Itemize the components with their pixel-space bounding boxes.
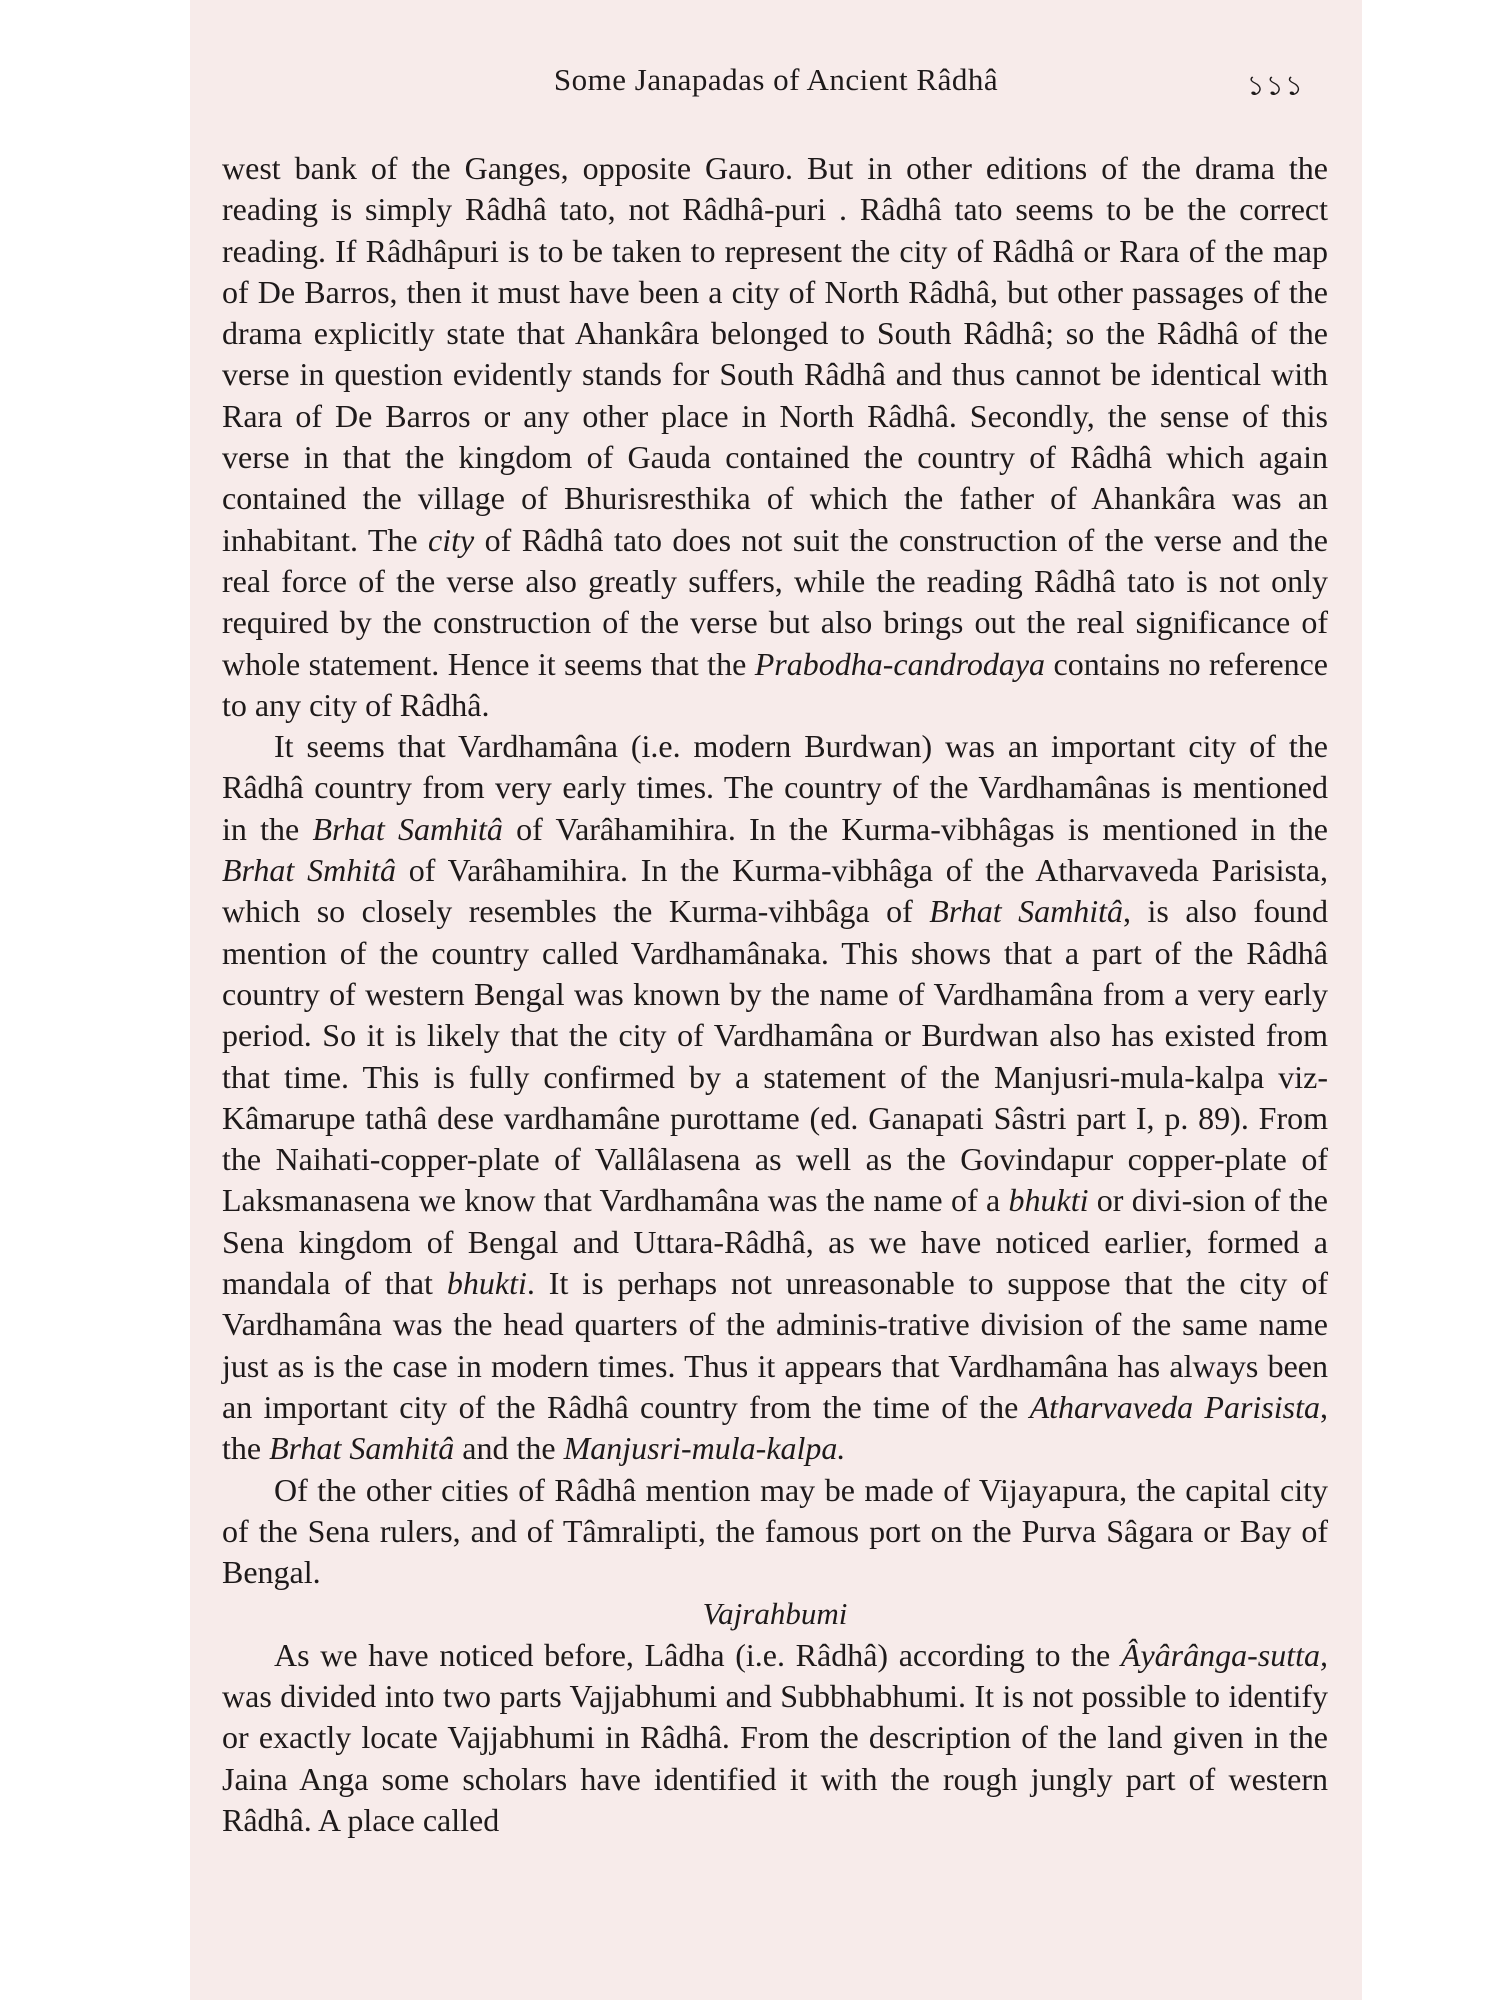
italic-text: bhukti	[1008, 1182, 1089, 1219]
paragraph-p2	[222, 726, 1328, 1469]
text-run: of Râdhâ tato does not suit the construction of the verse and the real force of the verse also greatly suffers, while the reading Râdhâ tato is not only required by the construction of the verse but also brings out the real significance of whole statement. Hence it seems that the	[222, 521, 1329, 682]
italic-text: Brhat Smhitâ	[222, 852, 396, 889]
paragraph-p1	[222, 148, 1328, 726]
paragraph-p4	[222, 1635, 1328, 1841]
text-run: was divided into two parts Vajjabhumi and Subbhabhumi. It is not possible to identify or exactly locate Vajjabhumi in Râdhâ. From the description of the land given in the Jaina Anga some scholars have identified it with the rough jungly part of western Râdhâ. A place called	[222, 1677, 1328, 1838]
italic-text: Prabodha-candrodaya	[754, 645, 1046, 682]
text-run: Of the other cities of Râdhâ mention may be made of Vijayapura, the capital city of the Sena rulers, and of Tâmralipti, the famous port on the Purva Sâgara or Bay of Bengal.	[222, 1471, 1328, 1591]
body-text	[222, 148, 1328, 1841]
section-heading: Vajrahbumi	[702, 1596, 848, 1632]
italic-text: Atharvaveda Parisista	[1029, 1388, 1321, 1425]
text-run: and the	[454, 1430, 564, 1467]
text-run: west bank of the Ganges, opposite Gauro. But in other editions of the drama the reading is simply Râdhâ tato, not Râdhâ-puri . Râdhâ tato seems to be the correct reading. If Râdhâpuri is to be taken to represent the city of Râdhâ or Rara of the map of De Barros, then it must have been a city of North Râdhâ, but other passages of the drama explicitly state that Ahankâra belonged to South Râdhâ; so the Râdhâ of the verse in question evidently stands for South Râdhâ and thus cannot be identical with Rara of De Barros or any other place in North Râdhâ. Secondly, the sense of this verse in that the kingdom of Gauda contained the country of Râdhâ which again contained the village of Bhurisresthika of which the father of Ahankâra was an inhabitant. The	[222, 150, 1328, 558]
text-run: of Varâhamihira. In the Kurma-vibhâga of the Atharvaveda Parisista, which so closely resembles the Kurma-vihbâga of	[222, 852, 1329, 930]
text-run: contains no reference to any city of Râdhâ.	[222, 645, 1329, 723]
italic-text: bhukti	[446, 1265, 527, 1302]
text-run: As we have noticed before, Lâdha (i.e. Râdhâ) according to the	[274, 1636, 1121, 1673]
page-header	[190, 62, 1362, 102]
italic-text: Brhat Samhitâ	[312, 810, 503, 847]
italic-text: Âyârânga-sutta,	[1120, 1636, 1328, 1673]
paragraph-p3	[222, 1470, 1328, 1594]
text-run: , the	[222, 1388, 1329, 1467]
text-run: . It is perhaps not unreasonable to suppose that the city of Vardhamâna was the head quarters of the adminis-trative division of the same name just as is the case in modern times. Thus it appears that Vardhamâna has always been an important city of the Râdhâ country from the time of the	[222, 1265, 1329, 1425]
italic-text: Brhat Samhitâ	[269, 1430, 455, 1467]
page-number: ১১১	[1246, 69, 1304, 102]
italic-text: city	[428, 521, 475, 558]
book-page	[190, 0, 1362, 2000]
text-run: , is also found mention of the country called Vardhamânaka. This shows that a part of the Râdhâ country of western Bengal was known by the name of Vardhamâna from a very early period. So it is likely that the city of Vardhamâna or Burdwan also has existed from that time. This is fully confirmed by a statement of the Manjusri-mula-kalpa viz-Kâmarupe tathâ dese vardhamâne purottame (ed. Ganapati Sâstri part I, p. 89). From the Naihati-copper-plate of Vallâlasena as well as the Govindapur copper-plate of Laksmanasena we know that Vardhamâna was the name of a	[222, 893, 1329, 1219]
paragraphs-before-heading	[222, 148, 1328, 1593]
italic-text: Brhat Samhitâ	[929, 893, 1123, 930]
text-run: or divi-sion of the Sena kingdom of Bengal and Uttara-Râdhâ, as we have noticed earlier, formed a mandala of that	[222, 1182, 1328, 1302]
paragraphs-after-heading	[222, 1635, 1328, 1841]
text-run: It seems that Vardhamâna (i.e. modern Burdwan) was an important city of the Râdhâ country from very early times. The country of the Vardhamânas is mentioned in the	[222, 728, 1328, 847]
running-title: Some Janapadas of Ancient Râdhâ	[553, 62, 999, 97]
text-run: of Varâhamihira. In the Kurma-vibhâgas is mentioned in the	[502, 810, 1329, 847]
italic-text: Manjusri-mula-kalpa.	[563, 1430, 846, 1467]
